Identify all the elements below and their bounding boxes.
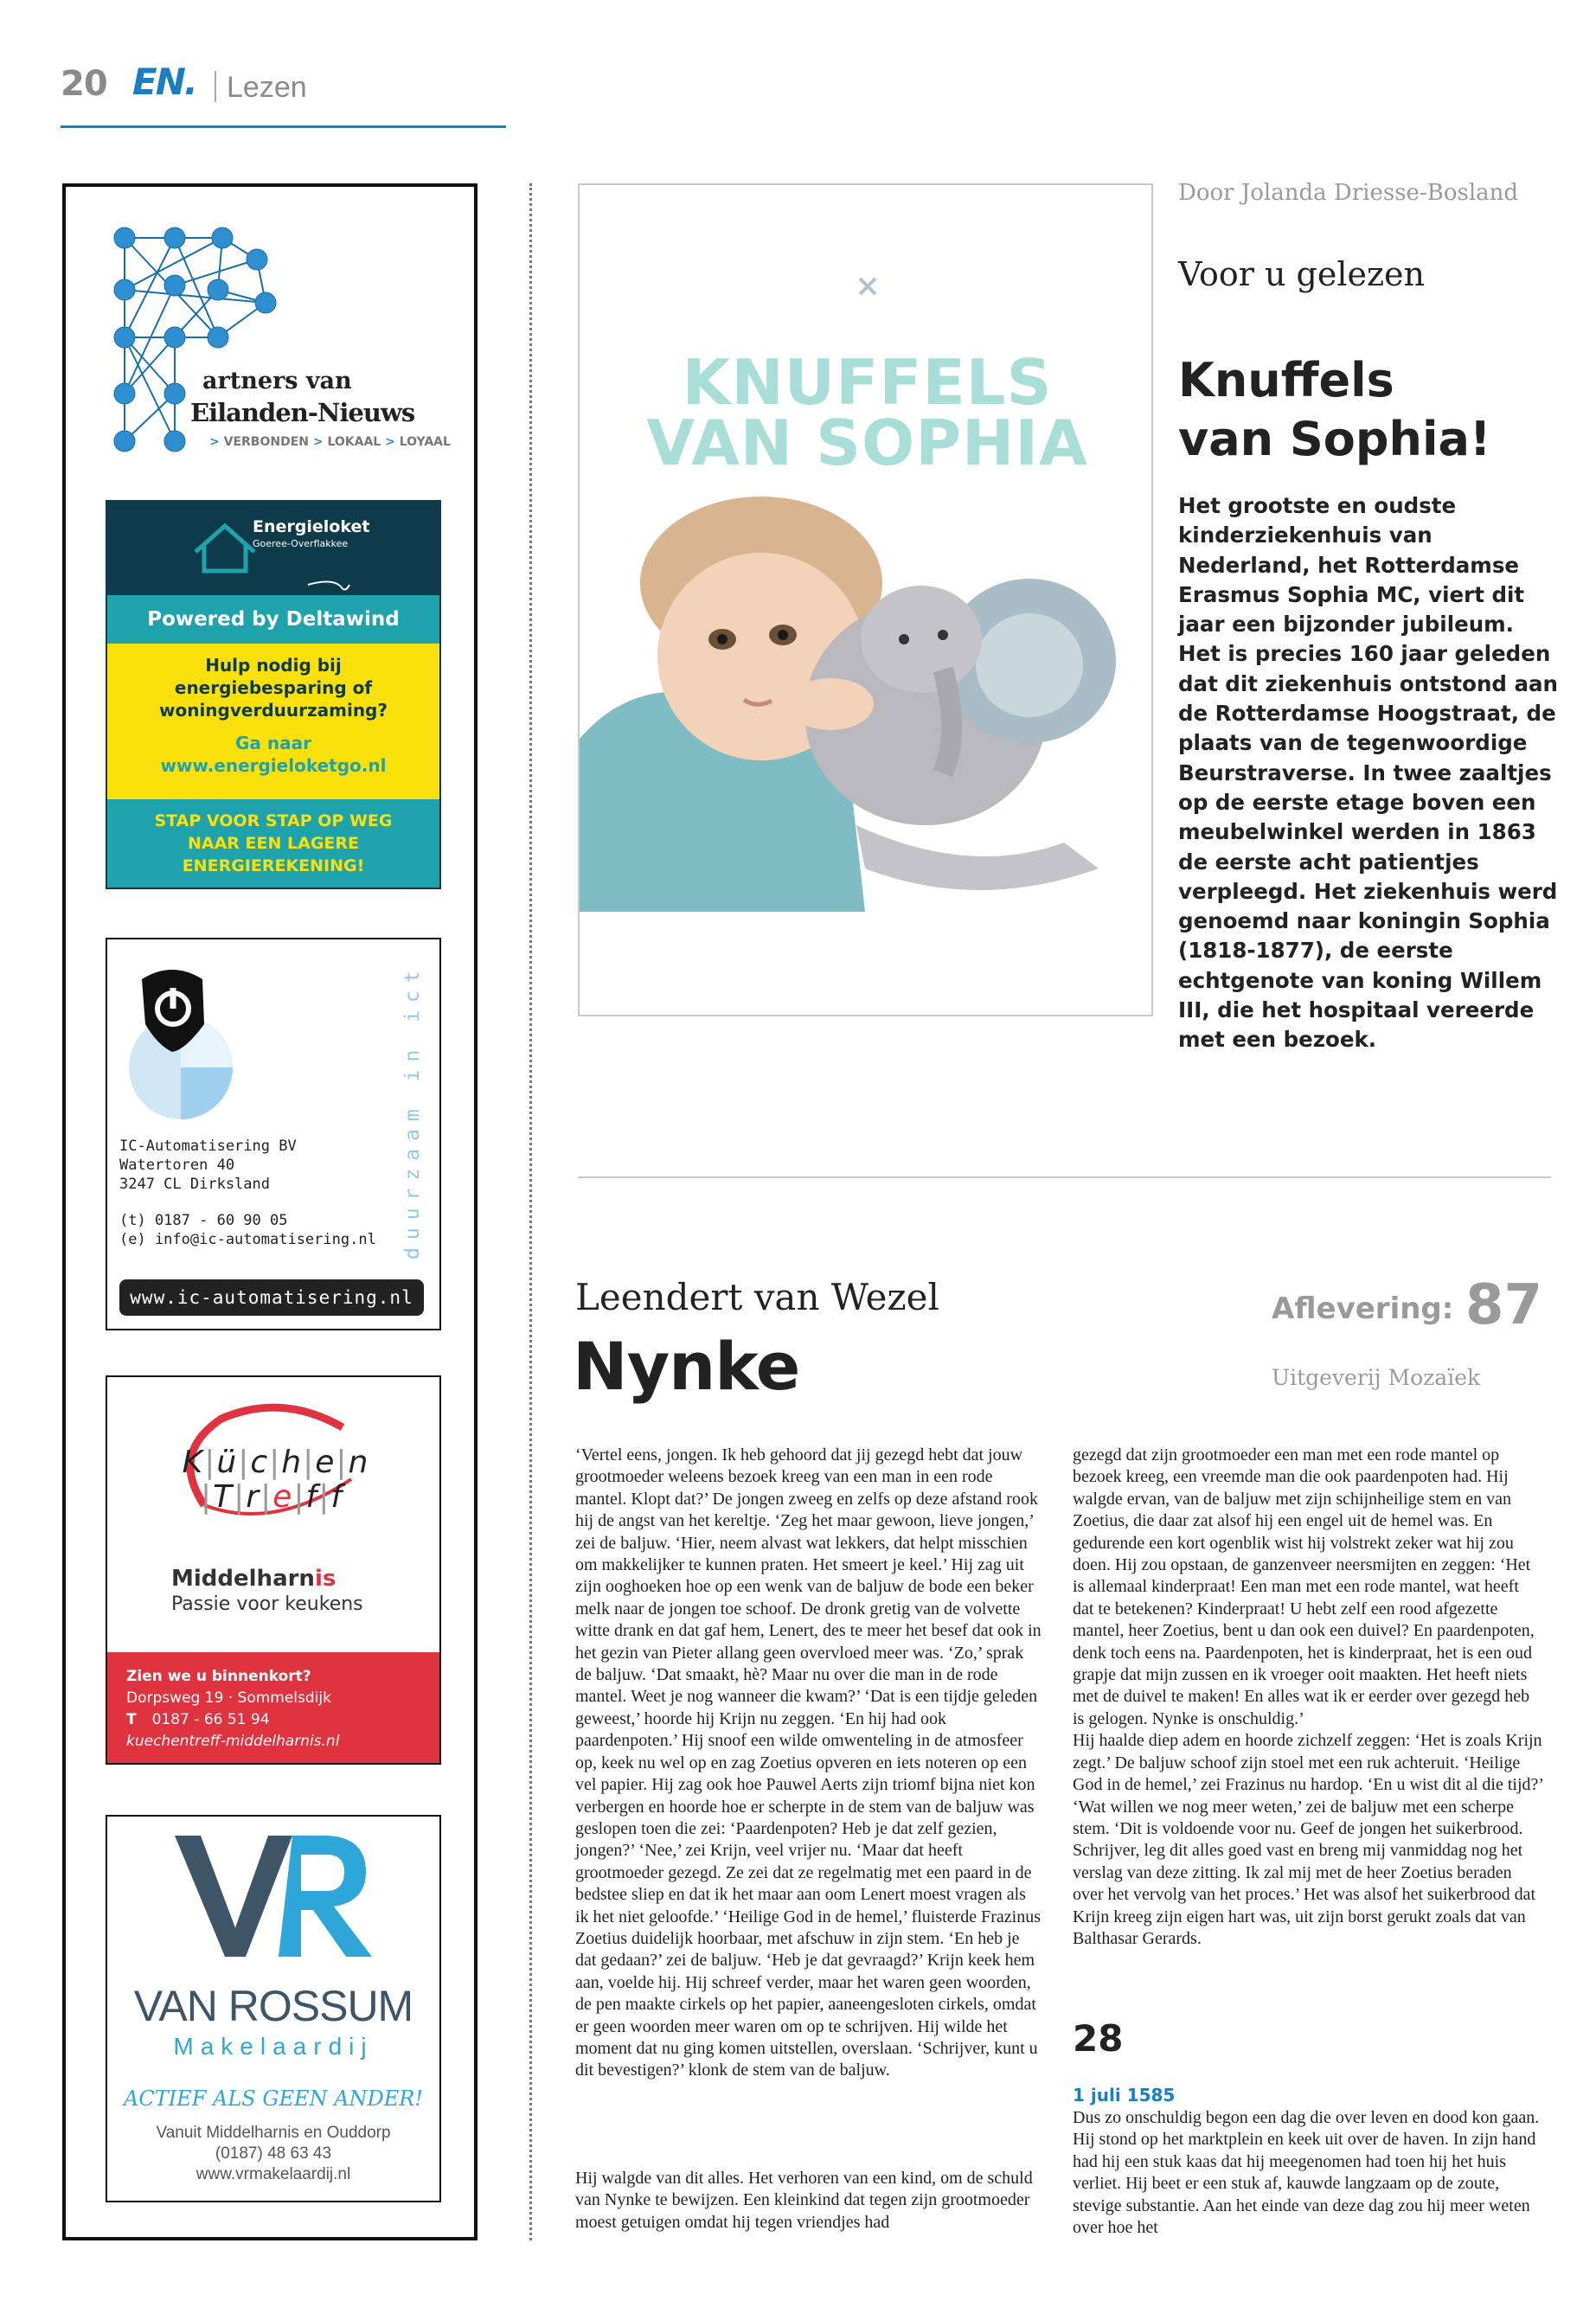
t-bar: | [201, 1479, 214, 1515]
k6: n [348, 1445, 370, 1480]
kuchen-l4[interactable]: kuechentreff-middelharnis.nl [126, 1733, 340, 1750]
kuchen-l3 [126, 1709, 439, 1731]
serial-paragraph: Hij walgde van dit alles. Het verhoren van een kind, om de schuld van Nynke te bewijzen. Een kleinkind dat tegen zijn grootmoeder moest getuigen omdat hij tegen vriendjes had [575, 2169, 1033, 2232]
child-with-plush-illustration [580, 497, 1153, 1016]
kuchen-row1 [168, 1445, 384, 1480]
section-rule [578, 1176, 1551, 1178]
t-bar: | [234, 1479, 247, 1515]
chapter-number: 28 [1073, 2017, 1124, 2060]
header-rule [61, 125, 506, 128]
serial-paragraph: gezegd dat zijn grootmoeder een man met een rode mantel op bezoek kreeg, een vreemde man die ook paardenpoten had. Hij walgde ervan, van de baljuw met zijn schijnheilige stem en van Zoetius, die daar zat alsof hij een engel uit de hemel was. En gedurende een kort ogenblik wist hij volstrekt zeker wat hij zou doen. Hij zou opstaan, de ganzenveer neersmijten en zeggen: ‘Het is allemaal kinderpraat! Een man met een rode mantel, wat heeft dat te betekenen? Kinderpraat! U hebt zelf een rood afgezette mantel, heer Zoetius, bent u dan ook een duivel? En paardenpoten, denk toch eens na. Paardenpoten, het is kinderpraat, het is een oud grapje dat mijn zussen en ik vroeger ooit maakten. Het heeft niets met de duivel te maken! En alles wat ik er eerder over gezegd heb is gelogen. Nynke is onschuldig.’ [1073, 1445, 1535, 1728]
vr-name: VAN ROSSUM [133, 1982, 413, 2030]
book-title-line2: VAN SOPHIA [646, 407, 1088, 479]
ic-city: 3247 CL Dirksland [119, 1176, 270, 1193]
energie-q2: energiebesparing of [174, 677, 373, 698]
kuchen-l1: Zien we u binnenkort? [126, 1668, 311, 1685]
energie-goto1: Ga naar [235, 733, 311, 753]
k5: e [315, 1445, 337, 1480]
header-separator [215, 71, 216, 102]
energie-q3: woningverduurzaming? [159, 700, 388, 721]
k-bar: | [303, 1445, 316, 1480]
energie-name: Energieloket [253, 517, 370, 536]
serial-column-2 [1073, 1445, 1544, 1950]
energie-goto-link[interactable]: www.energieloketgo.nl [160, 755, 387, 776]
house-icon [190, 517, 260, 578]
t1: T [213, 1479, 234, 1515]
ic-phone: (t) 0187 - 60 90 05 [119, 1212, 288, 1229]
vr-logo-icon [171, 1830, 379, 1960]
episode-label: Aflevering: [1272, 1292, 1454, 1326]
page-number: 20 [61, 64, 107, 104]
serial-paragraph: ‘Vertel eens, jongen. Ik heb gehoord dat jij gezegd hebt dat jouw grootmoeder weleens bezoek kreeg van een man in een rode mantel. Klopt dat?’ De jongen zweeg en zelfs op deze afstand rook hij de angst van het kereltje. ‘Zeg het maar gewoon, lieve jongen,’ zei de baljuw. ‘Hier, neem alvast wat lekkers, dat helpt misschien om makkelijker te kunnen praten. Het smeert je keel.’ Hij zag uit zijn ooghoeken hoe op een wenk van de baljuw de bode een beker melk naar de jongen toe schoof. De dronk gretig van de volvette witte drank en dat gaf hem, Lenert, des te meer het besef dat ook in het gezin van Pieter allang geen overvloed meer was. ‘Zo,’ sprak de baljuw. ‘Dat smaakt, hè? Maar nu over die man in de rode mantel. Weet je nog wanneer die kwam?’ ‘Dat is een tijdje geleden geweest,’ hoorde hij Krijn nu zeggen. ‘En hij had ook paardenpoten.’ Hij snoof een wilde omwenteling in de atmosfeer op, keek nu wel op en zag Zoetius opveren en iets noteren op een vel papier. Hij zag ook hoe Pauwel Aerts zijn triomf bijna niet kon verbergen en hoorde hoe er scherpte in de stem van de baljuw was geslopen toen die zei: ‘Paardenpoten? Heb je dat zelf gezien, jongen?’ ‘Nee,’ zei Krijn, veel vrijer nu. ‘Maar dat heeft grootmoeder gezegd. Ze zei dat ze regelmatig met een paard in de bedstee sliep en dat ik het maar aan oom Lenert moest vragen als ik het niet geloofde.’ ‘Heilige God in de hemel,’ fluisterde Frazinus Zoetius duidelijk hoorbaar, met afschuw in zijn stem. ‘En heb je dat gedaan?’ zei de baljuw. ‘Heb je dat gevraagd?’ Krijn keek hem aan, voelde hij. Hij schreef verder, maar het waren geen woorden, de pen maakte cirkels op het papier, aaneengesloten cirkels, omdat er geen woorden meer waren om op te schrijven. Hij wilde het moment dat nu ging komen uitstellen, overslaan. ‘Schrijver, kunt u dit bevestigen?’ klonk de stem van de baljuw. [575, 1445, 1042, 2080]
book-cover [578, 183, 1153, 1016]
wind-icon [306, 578, 358, 595]
serial-column-1 [575, 1445, 1042, 2082]
k4: h [281, 1445, 304, 1480]
tag-verbonden: VERBONDEN [223, 435, 309, 449]
vr-l2: (0187) 48 63 43 [215, 2144, 332, 2163]
energie-powered: Powered by Deltawind [107, 595, 439, 644]
energie-cta [107, 799, 439, 888]
serial-column-2-chapter [1073, 2107, 1544, 2239]
place-b: is [314, 1566, 337, 1592]
ad-kuchen-treff[interactable] [106, 1375, 441, 1765]
partners-tagline [209, 435, 451, 449]
k3: c [250, 1445, 270, 1480]
power-shield-icon [125, 955, 254, 1128]
section-label: Lezen [227, 71, 307, 104]
t-bar: | [260, 1479, 273, 1515]
energie-cta3: ENERGIEREKENING! [182, 856, 365, 875]
kuchen-slogan: Passie voor keukens [171, 1593, 363, 1615]
place-a: Middelharn [171, 1566, 315, 1592]
serial-column-1-continued [575, 2168, 1042, 2234]
ad-van-rossum[interactable] [106, 1815, 441, 2202]
t2: r [246, 1479, 261, 1515]
vr-contact [107, 2123, 439, 2185]
kuchen-row2 [201, 1479, 417, 1515]
vr-sub: Makelaardij [173, 2033, 374, 2060]
serial-publisher: Uitgeverij Mozaïek [1272, 1365, 1481, 1390]
kuchen-l2: Dorpsweg 19 · Sommelsdijk [126, 1689, 331, 1707]
k-bar: | [238, 1445, 251, 1480]
ic-address [119, 1137, 376, 1249]
ic-company: IC-Automatisering BV [119, 1138, 297, 1155]
k-bar: | [204, 1445, 217, 1480]
review-kicker: Voor u gelezen [1178, 255, 1425, 293]
ic-vertical-slogan: duurzaam in ict [401, 963, 424, 1259]
partners-line2: Eilanden-Nieuws [190, 398, 415, 427]
review-title-line2: van Sophia! [1178, 412, 1491, 466]
serial-paragraph: Dus zo onschuldig begon een dag die over leven en dood kon gaan. Hij stond op het marktplein en keek uit over de haven. In zijn hand had hij een stuk kaas dat hij meegenomen had toen hij het huis verliet. Hij beet er een stuk af, kauwde langzaam op de zoute, stevige substantie. Aan het einde van deze dag zou hij meer weten over hoe het [1073, 2108, 1540, 2238]
kuchen-place [171, 1566, 336, 1592]
brand-logo: EN. [132, 61, 196, 103]
t-bar: | [293, 1479, 306, 1515]
review-byline: Door Jolanda Driesse-Bosland [1178, 180, 1519, 206]
k1: K [182, 1445, 205, 1480]
vr-l1: Vanuit Middelharnis en Ouddorp [156, 2124, 391, 2142]
review-body: Het grootste en oudste kinderziekenhuis van Nederland, het Rotterdamse Erasmus Sophia MC, viert dit jaar een bijzonder jubileum. Het is precies 160 jaar geleden dat dit ziekenhuis ontstond aan de Rotterdamse Hoogstraat, de plaats van de tegenwoordige Beurstraverse. In twee zaaltjes op de eerste etage boven een meubelwinkel werden in 1863 de eerste acht patientjes verpleegd. Het ziekenhuis werd genoemd naar koningin Sophia (1818-1877), de eerste echtgenote van koning Willem III, die het hospitaal vereerde met een bezoek. [1178, 493, 1558, 1053]
ad-energieloket[interactable] [106, 500, 441, 889]
t-bar: | [318, 1479, 331, 1515]
serial-title: Nynke [573, 1328, 800, 1405]
serial-author: Leendert van Wezel [575, 1276, 939, 1318]
ic-url-button[interactable]: www.ic-automatisering.nl [119, 1279, 424, 1316]
column-divider [529, 183, 532, 2240]
vr-slogan: ACTIEF ALS GEEN ANDER! [124, 2086, 423, 2111]
t3: e [272, 1479, 294, 1515]
chapter-date: 1 juli 1585 [1073, 2085, 1176, 2106]
tag-sep: > [209, 435, 220, 449]
ic-street: Watertoren 40 [119, 1157, 235, 1174]
serial-paragraph: Hij haalde diep adem en hoorde zichzelf zeggen: ‘Het is zoals Krijn zegt.’ De baljuw schoof zijn stoel met een ruk achteruit. ‘Heilige God in de hemel,’ zei Frazinus nu hardop. ‘En u wist dit al die tijd?’ ‘Wat willen we nog meer weten,’ zei de baljuw met een scherpe stem. ‘Dit is voldoende voor nu. Geef de jongen het suikerbrood. Schrijver, leg dit alles goed vast en breng mij vanmiddag nog het verslag van deze zitting. Ik zal mij met de heer Zoetius beraden over het vervolg van het proces.’ Het was alsof het suikerbrood dat Krijn kreeg zijn eigen hart was, uit zijn borst gerukt zoals dat van Balthasar Gerards. [1073, 1731, 1543, 1948]
review-title-line1: Knuffels [1178, 353, 1394, 407]
partners-line1: artners van [202, 368, 352, 394]
phone-number: 0187 - 66 51 94 [151, 1711, 270, 1728]
t5: f [330, 1479, 344, 1515]
energie-region: Goeree-Overflakkee [253, 538, 349, 549]
tag-sep: > [312, 435, 324, 449]
ad-ic-automatisering[interactable] [106, 938, 441, 1330]
t4: f [305, 1479, 319, 1515]
k-bar: | [336, 1445, 349, 1480]
phone-label: T [126, 1711, 137, 1728]
kuchen-contact [107, 1652, 439, 1763]
vr-l3[interactable]: www.vrmakelaardij.nl [195, 2165, 351, 2183]
cross-icon [855, 273, 881, 299]
book-title-line1: KNUFFELS [682, 346, 1053, 419]
energie-question [107, 644, 439, 799]
k-bar: | [269, 1445, 282, 1480]
ad-partners-eilanden-nieuws[interactable] [106, 221, 451, 463]
energie-cta1: STAP VOOR STAP OP WEG [154, 811, 393, 830]
energie-top [107, 502, 439, 595]
energie-q1: Hulp nodig bij [205, 655, 342, 676]
tag-loyaal: LOYAAL [399, 435, 451, 449]
episode-number: 87 [1465, 1273, 1543, 1337]
energie-cta2: NAAR EEN LAGERE [187, 834, 360, 853]
tag-sep: > [385, 435, 395, 449]
ic-email[interactable]: (e) info@ic-automatisering.nl [119, 1231, 376, 1248]
k2: ü [216, 1445, 239, 1480]
tag-lokaal: LOKAAL [327, 435, 381, 449]
